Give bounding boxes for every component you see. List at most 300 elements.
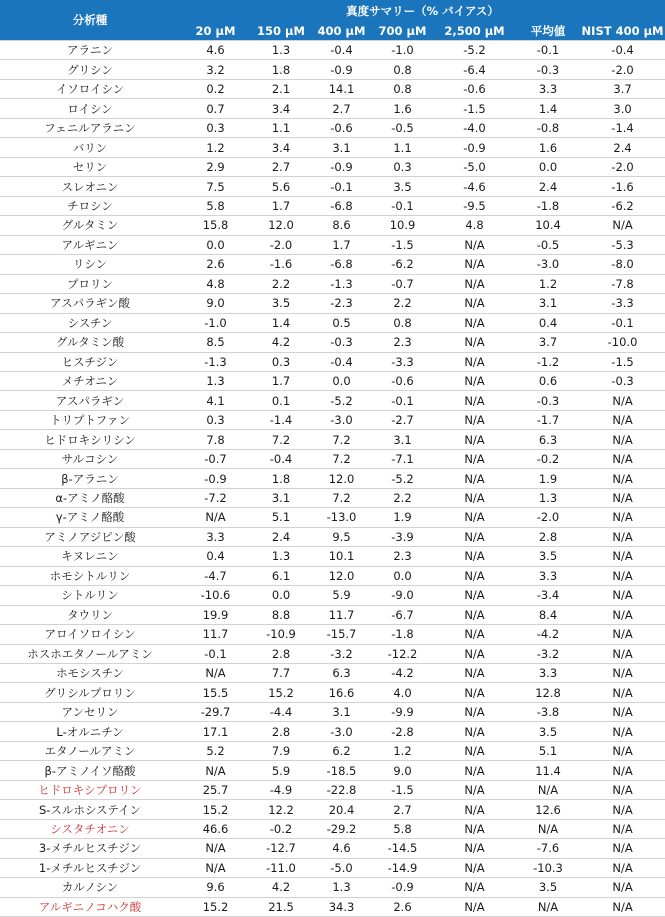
bias-value-cell: N/A: [180, 664, 251, 683]
bias-value-cell: -9.9: [372, 702, 433, 721]
bias-value-cell: 46.6: [180, 819, 251, 838]
analyte-name: セリン: [0, 157, 180, 176]
table-body: [0, 41, 665, 917]
bias-value-cell: N/A: [433, 897, 516, 916]
bias-value-cell: -0.1: [311, 177, 372, 196]
bias-value-cell: 1.3: [251, 547, 311, 566]
bias-value-cell: 3.1: [251, 488, 311, 507]
bias-value-cell: -6.2: [580, 196, 665, 215]
bias-value-cell: -2.7: [372, 410, 433, 429]
bias-value-cell: -15.7: [311, 625, 372, 644]
table-row: [0, 527, 665, 546]
bias-value-cell: -5.2: [311, 391, 372, 410]
bias-value-cell: -4.2: [516, 625, 580, 644]
analyte-name: カルノシン: [0, 878, 180, 897]
bias-value-cell: -0.7: [372, 274, 433, 293]
table-row: [0, 819, 665, 838]
bias-value-cell: -1.4: [580, 118, 665, 137]
bias-value-cell: 3.1: [372, 430, 433, 449]
table-row: [0, 99, 665, 118]
bias-value-cell: 1.6: [516, 138, 580, 157]
bias-value-cell: -9.5: [433, 196, 516, 215]
bias-value-cell: N/A: [433, 644, 516, 663]
bias-value-cell: N/A: [433, 235, 516, 254]
bias-value-cell: 0.0: [516, 157, 580, 176]
bias-value-cell: 6.2: [311, 741, 372, 760]
bias-value-cell: -29.2: [311, 819, 372, 838]
analyte-name: ヒドロキシプロリン: [0, 780, 180, 799]
bias-value-cell: -10.9: [251, 625, 311, 644]
table-row: [0, 352, 665, 371]
bias-value-cell: 1.6: [372, 99, 433, 118]
table-row: [0, 196, 665, 215]
bias-value-cell: N/A: [580, 761, 665, 780]
bias-value-cell: 4.6: [180, 41, 251, 60]
bias-value-cell: N/A: [433, 469, 516, 488]
bias-value-cell: -4.0: [433, 118, 516, 137]
bias-value-cell: N/A: [580, 625, 665, 644]
bias-value-cell: N/A: [433, 605, 516, 624]
bias-value-cell: 2.9: [180, 157, 251, 176]
bias-value-cell: N/A: [433, 391, 516, 410]
bias-value-cell: 1.8: [251, 60, 311, 79]
bias-value-cell: 2.7: [372, 800, 433, 819]
bias-value-cell: 12.0: [311, 566, 372, 585]
bias-value-cell: N/A: [433, 547, 516, 566]
bias-value-cell: 3.7: [516, 333, 580, 352]
table-row: [0, 410, 665, 429]
bias-value-cell: N/A: [433, 274, 516, 293]
column-header: 150 µM: [251, 21, 311, 41]
bias-value-cell: 3.3: [516, 664, 580, 683]
bias-value-cell: 2.7: [251, 157, 311, 176]
bias-value-cell: N/A: [580, 644, 665, 663]
bias-value-cell: 9.0: [180, 294, 251, 313]
bias-value-cell: 2.6: [372, 897, 433, 916]
bias-value-cell: 1.7: [251, 196, 311, 215]
analyte-name: シトルリン: [0, 586, 180, 605]
table-row: [0, 644, 665, 663]
table-row: [0, 547, 665, 566]
analyte-name: アミノアジピン酸: [0, 527, 180, 546]
bias-value-cell: -3.0: [311, 410, 372, 429]
bias-value-cell: 2.2: [372, 488, 433, 507]
bias-value-cell: 15.2: [180, 897, 251, 916]
table-row: [0, 255, 665, 274]
bias-value-cell: N/A: [433, 255, 516, 274]
analyte-name: アラニン: [0, 41, 180, 60]
bias-value-cell: 4.6: [311, 839, 372, 858]
bias-value-cell: -1.3: [311, 274, 372, 293]
table-row: [0, 683, 665, 702]
bias-value-cell: -3.3: [372, 352, 433, 371]
column-header: 400 µM: [311, 21, 372, 41]
bias-value-cell: -7.1: [372, 449, 433, 468]
bias-value-cell: 7.2: [311, 449, 372, 468]
bias-value-cell: -0.9: [433, 138, 516, 157]
table-row: [0, 371, 665, 390]
bias-value-cell: -2.3: [311, 294, 372, 313]
bias-value-cell: N/A: [433, 722, 516, 741]
bias-value-cell: 3.4: [251, 99, 311, 118]
bias-value-cell: 0.1: [251, 391, 311, 410]
analyte-name: トリプトファン: [0, 410, 180, 429]
analyte-name: サルコシン: [0, 449, 180, 468]
column-header: 20 µM: [180, 21, 251, 41]
analyte-name: グリシルプロリン: [0, 683, 180, 702]
bias-value-cell: -3.9: [372, 527, 433, 546]
table-row: [0, 566, 665, 585]
bias-value-cell: -3.2: [516, 644, 580, 663]
bias-value-cell: 7.8: [180, 430, 251, 449]
bias-value-cell: N/A: [580, 508, 665, 527]
bias-value-cell: 8.8: [251, 605, 311, 624]
bias-value-cell: 0.3: [180, 118, 251, 137]
bias-value-cell: -2.0: [251, 235, 311, 254]
table-row: [0, 235, 665, 254]
bias-value-cell: -12.7: [251, 839, 311, 858]
bias-value-cell: N/A: [433, 410, 516, 429]
bias-value-cell: N/A: [580, 683, 665, 702]
bias-value-cell: N/A: [516, 897, 580, 916]
bias-value-cell: -5.3: [580, 235, 665, 254]
bias-value-cell: 1.9: [516, 469, 580, 488]
bias-value-cell: N/A: [433, 586, 516, 605]
table-row: [0, 157, 665, 176]
bias-value-cell: N/A: [580, 858, 665, 877]
bias-value-cell: -1.4: [251, 410, 311, 429]
bias-value-cell: 9.0: [372, 761, 433, 780]
bias-value-cell: 7.2: [251, 430, 311, 449]
bias-value-cell: N/A: [580, 469, 665, 488]
bias-value-cell: -11.0: [251, 858, 311, 877]
bias-value-cell: 15.5: [180, 683, 251, 702]
table-header: [0, 0, 665, 41]
bias-value-cell: 3.2: [180, 60, 251, 79]
bias-value-cell: N/A: [433, 430, 516, 449]
table-row: [0, 586, 665, 605]
bias-value-cell: 0.3: [372, 157, 433, 176]
bias-value-cell: -3.8: [516, 702, 580, 721]
bias-value-cell: N/A: [580, 741, 665, 760]
bias-value-cell: 5.1: [251, 508, 311, 527]
bias-value-cell: 0.8: [372, 313, 433, 332]
table-row: [0, 858, 665, 877]
bias-value-cell: N/A: [433, 625, 516, 644]
bias-value-cell: N/A: [433, 819, 516, 838]
bias-value-cell: N/A: [433, 449, 516, 468]
bias-value-cell: 3.7: [580, 79, 665, 98]
bias-value-cell: N/A: [580, 878, 665, 897]
bias-value-cell: -6.8: [311, 196, 372, 215]
bias-value-cell: -4.4: [251, 702, 311, 721]
bias-value-cell: N/A: [433, 741, 516, 760]
bias-value-cell: N/A: [180, 839, 251, 858]
bias-value-cell: 2.6: [180, 255, 251, 274]
bias-value-cell: 0.8: [372, 79, 433, 98]
bias-value-cell: N/A: [433, 702, 516, 721]
analyte-name: アロイソロイシン: [0, 625, 180, 644]
bias-value-cell: 11.7: [311, 605, 372, 624]
analyte-name: ロイシン: [0, 99, 180, 118]
bias-value-cell: 3.4: [251, 138, 311, 157]
analyte-name: アスパラギン: [0, 391, 180, 410]
bias-value-cell: -0.5: [516, 235, 580, 254]
analyte-name: ヒスチジン: [0, 352, 180, 371]
bias-value-cell: -0.1: [580, 313, 665, 332]
bias-value-cell: 15.8: [180, 216, 251, 235]
bias-value-cell: 4.1: [180, 391, 251, 410]
bias-value-cell: 3.5: [516, 878, 580, 897]
bias-value-cell: N/A: [433, 566, 516, 585]
bias-value-cell: 12.6: [516, 800, 580, 819]
bias-value-cell: 1.2: [372, 741, 433, 760]
bias-value-cell: 3.1: [311, 138, 372, 157]
bias-value-cell: 1.3: [311, 878, 372, 897]
bias-value-cell: 0.4: [180, 547, 251, 566]
table-row: [0, 605, 665, 624]
bias-value-cell: -0.3: [311, 333, 372, 352]
table-row: [0, 177, 665, 196]
bias-value-cell: 6.1: [251, 566, 311, 585]
bias-value-cell: -0.6: [433, 79, 516, 98]
table-row: [0, 508, 665, 527]
bias-value-cell: N/A: [180, 761, 251, 780]
bias-value-cell: 7.5: [180, 177, 251, 196]
bias-value-cell: N/A: [580, 449, 665, 468]
bias-value-cell: 3.1: [516, 294, 580, 313]
bias-value-cell: 15.2: [180, 800, 251, 819]
bias-value-cell: 12.2: [251, 800, 311, 819]
bias-value-cell: -5.2: [433, 41, 516, 60]
bias-value-cell: 10.1: [311, 547, 372, 566]
table-row: [0, 79, 665, 98]
bias-value-cell: -1.7: [516, 410, 580, 429]
bias-value-cell: 0.0: [372, 566, 433, 585]
bias-value-cell: 2.4: [580, 138, 665, 157]
bias-value-cell: 1.2: [180, 138, 251, 157]
bias-value-cell: -10.0: [580, 333, 665, 352]
analyte-name: シスチン: [0, 313, 180, 332]
bias-value-cell: N/A: [580, 722, 665, 741]
analyte-name: タウリン: [0, 605, 180, 624]
bias-value-cell: -18.5: [311, 761, 372, 780]
analyte-name: β-アラニン: [0, 469, 180, 488]
bias-value-cell: 2.8: [251, 644, 311, 663]
bias-value-cell: N/A: [580, 780, 665, 799]
bias-value-cell: -0.2: [516, 449, 580, 468]
bias-value-cell: -1.8: [372, 625, 433, 644]
analyte-name: シスタチオニン: [0, 819, 180, 838]
bias-value-cell: N/A: [433, 352, 516, 371]
bias-value-cell: 20.4: [311, 800, 372, 819]
bias-value-cell: -3.0: [311, 722, 372, 741]
bias-value-cell: 0.7: [180, 99, 251, 118]
bias-value-cell: -0.3: [580, 371, 665, 390]
analyte-name: グルタミン: [0, 216, 180, 235]
bias-value-cell: N/A: [580, 897, 665, 916]
bias-value-cell: 1.3: [180, 371, 251, 390]
bias-value-cell: 10.9: [372, 216, 433, 235]
bias-value-cell: 5.9: [311, 586, 372, 605]
bias-value-cell: -0.1: [372, 196, 433, 215]
bias-value-cell: -1.6: [251, 255, 311, 274]
table-row: [0, 333, 665, 352]
bias-value-cell: 3.3: [516, 566, 580, 585]
table-row: [0, 118, 665, 137]
bias-group-header: 真度サマリー（% バイアス）: [180, 0, 665, 21]
table-row: [0, 216, 665, 235]
bias-value-cell: -3.2: [311, 644, 372, 663]
bias-value-cell: -0.9: [372, 878, 433, 897]
bias-value-cell: 25.7: [180, 780, 251, 799]
bias-value-cell: N/A: [433, 878, 516, 897]
bias-value-cell: N/A: [433, 313, 516, 332]
bias-value-cell: 34.3: [311, 897, 372, 916]
bias-value-cell: 12.0: [251, 216, 311, 235]
bias-value-cell: 5.2: [180, 741, 251, 760]
table-row: [0, 313, 665, 332]
analyte-name: ホモシスチン: [0, 664, 180, 683]
bias-value-cell: -0.9: [180, 469, 251, 488]
bias-value-cell: -1.0: [372, 41, 433, 60]
bias-value-cell: N/A: [580, 800, 665, 819]
bias-value-cell: -12.2: [372, 644, 433, 663]
bias-value-cell: -14.5: [372, 839, 433, 858]
bias-value-cell: 12.8: [516, 683, 580, 702]
bias-value-cell: 7.7: [251, 664, 311, 683]
bias-value-cell: 3.3: [516, 79, 580, 98]
table-row: [0, 469, 665, 488]
bias-value-cell: 1.2: [516, 274, 580, 293]
bias-value-cell: 0.3: [180, 410, 251, 429]
bias-value-cell: 16.6: [311, 683, 372, 702]
table-row: [0, 294, 665, 313]
bias-value-cell: -1.5: [372, 780, 433, 799]
analyte-name: プロリン: [0, 274, 180, 293]
bias-value-cell: 4.8: [180, 274, 251, 293]
analyte-name: エタノールアミン: [0, 741, 180, 760]
table-row: [0, 664, 665, 683]
bias-value-cell: -0.9: [311, 157, 372, 176]
bias-value-cell: 3.0: [580, 99, 665, 118]
bias-value-cell: -6.7: [372, 605, 433, 624]
bias-value-cell: N/A: [433, 508, 516, 527]
bias-value-cell: N/A: [580, 605, 665, 624]
bias-value-cell: 3.5: [516, 547, 580, 566]
analyte-name: ヒドロキシリシン: [0, 430, 180, 449]
bias-value-cell: N/A: [580, 839, 665, 858]
table-row: [0, 430, 665, 449]
bias-value-cell: 14.1: [311, 79, 372, 98]
bias-value-cell: -0.3: [516, 391, 580, 410]
bias-value-cell: 0.6: [516, 371, 580, 390]
bias-value-cell: 5.9: [251, 761, 311, 780]
bias-value-cell: N/A: [580, 566, 665, 585]
table-row: [0, 761, 665, 780]
analyte-name: 3-メチルヒスチジン: [0, 839, 180, 858]
analyte-name: イソロイシン: [0, 79, 180, 98]
bias-value-cell: N/A: [433, 527, 516, 546]
bias-value-cell: 2.7: [311, 99, 372, 118]
bias-value-cell: 12.0: [311, 469, 372, 488]
bias-value-cell: 11.4: [516, 761, 580, 780]
bias-value-cell: -1.3: [180, 352, 251, 371]
bias-value-cell: N/A: [433, 488, 516, 507]
table-row: [0, 138, 665, 157]
bias-value-cell: N/A: [580, 488, 665, 507]
bias-value-cell: 0.4: [516, 313, 580, 332]
bias-value-cell: 1.4: [251, 313, 311, 332]
bias-value-cell: 1.1: [372, 138, 433, 157]
bias-value-cell: 3.1: [311, 702, 372, 721]
table-row: [0, 41, 665, 60]
analyte-name: アルギニン: [0, 235, 180, 254]
bias-value-cell: -6.4: [433, 60, 516, 79]
bias-value-cell: -1.2: [516, 352, 580, 371]
analyte-name: S-スルホシステイン: [0, 800, 180, 819]
bias-value-cell: N/A: [580, 664, 665, 683]
bias-value-cell: 9.5: [311, 527, 372, 546]
table-row: [0, 741, 665, 760]
table-row: [0, 625, 665, 644]
bias-value-cell: 3.5: [516, 722, 580, 741]
bias-value-cell: -2.8: [372, 722, 433, 741]
bias-value-cell: -4.7: [180, 566, 251, 585]
bias-value-cell: -7.2: [180, 488, 251, 507]
analyte-name: ホスホエタノールアミン: [0, 644, 180, 663]
bias-value-cell: 4.2: [251, 333, 311, 352]
bias-value-cell: -14.9: [372, 858, 433, 877]
bias-value-cell: N/A: [433, 371, 516, 390]
bias-value-cell: N/A: [433, 858, 516, 877]
bias-value-cell: -0.8: [516, 118, 580, 137]
bias-value-cell: 17.1: [180, 722, 251, 741]
bias-value-cell: -1.0: [180, 313, 251, 332]
bias-value-cell: 0.3: [251, 352, 311, 371]
analyte-name: リシン: [0, 255, 180, 274]
bias-value-cell: 1.3: [516, 488, 580, 507]
bias-value-cell: N/A: [580, 547, 665, 566]
bias-value-cell: -1.5: [580, 352, 665, 371]
bias-value-cell: 0.2: [180, 79, 251, 98]
bias-value-cell: 7.9: [251, 741, 311, 760]
bias-value-cell: 3.3: [180, 527, 251, 546]
bias-value-cell: 1.7: [251, 371, 311, 390]
bias-value-cell: 0.5: [311, 313, 372, 332]
analyte-name: アルギニノコハク酸: [0, 897, 180, 916]
bias-value-cell: -4.6: [433, 177, 516, 196]
bias-value-cell: 4.0: [372, 683, 433, 702]
analyte-name: β-アミノイソ酪酸: [0, 761, 180, 780]
bias-value-cell: N/A: [433, 800, 516, 819]
bias-value-cell: -0.5: [372, 118, 433, 137]
bias-value-cell: 11.7: [180, 625, 251, 644]
analyte-name: フェニルアラニン: [0, 118, 180, 137]
bias-value-cell: 0.0: [180, 235, 251, 254]
bias-value-cell: N/A: [433, 333, 516, 352]
bias-value-cell: 4.2: [251, 878, 311, 897]
bias-value-cell: -8.0: [580, 255, 665, 274]
bias-value-cell: -5.2: [372, 469, 433, 488]
bias-value-cell: 2.3: [372, 333, 433, 352]
bias-value-cell: -13.0: [311, 508, 372, 527]
column-header: 700 µM: [372, 21, 433, 41]
bias-value-cell: 0.0: [251, 586, 311, 605]
bias-value-cell: -0.1: [372, 391, 433, 410]
bias-value-cell: 21.5: [251, 897, 311, 916]
bias-value-cell: -0.2: [251, 819, 311, 838]
